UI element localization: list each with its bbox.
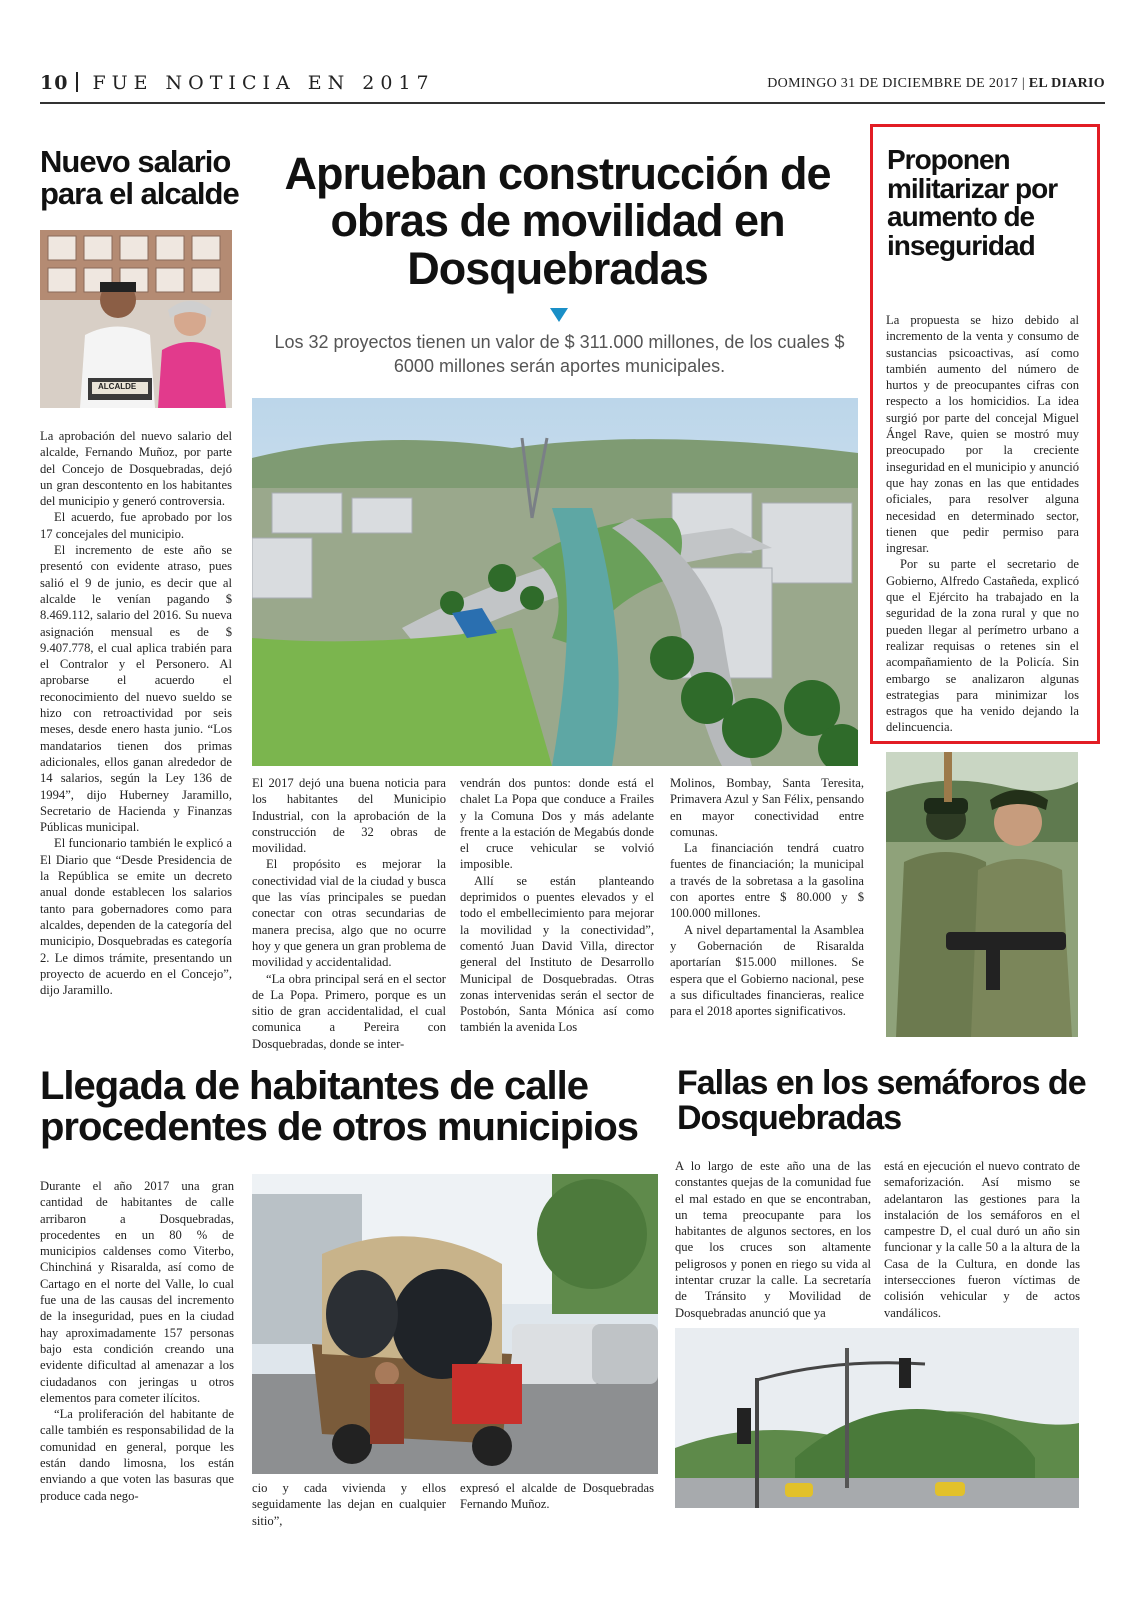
militarizar-paragraph: Por su parte el secretario de Gobierno, Alfredo Castañeda, explicó que el Ejército ha trabajado en la seguridad de la zona rural y que no pueden llegar al perímetro urbano a realizar requisas o retenes sin el acompañamiento de la Policía. Sin embargo se analizaron algunas estrategias para minimizar los estragos que ha venido dejando la delincuencia. bbox=[886, 557, 1079, 735]
movilidad-col-2 bbox=[460, 775, 654, 1036]
alcalde-photo bbox=[40, 230, 232, 408]
movilidad-col-3 bbox=[670, 775, 864, 1019]
street-cart-photo bbox=[252, 1174, 658, 1474]
soldiers-photo bbox=[886, 752, 1078, 1037]
semaforos-paragraph: está en ejecución el nuevo contrato de semaforización. Así mismo se adelantaron las gestiones para la instalación de los semáforos en el campestre D, el cual duró un año sin funcionar y la calle 50 a la altura de la Casa de la Cultura, en donde las intersecciones fueron víctimas de colisión vehicular y de actos vandálicos. bbox=[884, 1159, 1080, 1320]
militarizar-headline: Proponen militarizar por aumento de inseguridad bbox=[887, 144, 1058, 261]
movilidad-headline: Aprueban construcción de obras de movilidad en Dosquebradas bbox=[284, 148, 831, 294]
salario-paragraph: El acuerdo, fue aprobado por los 17 concejales del municipio. bbox=[40, 510, 232, 541]
militarizar-paragraph: La propuesta se hizo debido al incremento de la venta y consumo de sustancias psicoactivas, así como también aumento del número de hurtos y de preocupantes cifras con respecto a los homicidios. La idea surgió por parte del concejal Miguel Ángel Rave, quien se mostró muy preocupado por la creciente inseguridad en el municipio y anunció que hay zonas en las que entidades oficiales, para resolver alguna necesidad en determinado sector, tienen que pedir permiso para ingresar. bbox=[886, 313, 1079, 556]
salario-headline: Nuevo salario para el alcalde bbox=[40, 144, 239, 211]
semaforos-col-2 bbox=[884, 1158, 1080, 1321]
masthead-rule bbox=[40, 102, 1105, 104]
section-name: FUE NOTICIA EN 2017 bbox=[92, 72, 435, 94]
movilidad-paragraph: vendrán dos puntos: donde está el chalet La Popa que conduce a Frailes y la Comuna Dos y más adelante frente a la estación de Megabús donde el cruce vehicular se volvió imposible. bbox=[460, 776, 654, 872]
movilidad-paragraph: El propósito es mejorar la conectividad vial de la ciudad y busca que las vías principales se puedan conectar con otras secundarias de manera precisa, algo que no ocurre hoy y que genera un gran problema de movilidad y accidentalidad. bbox=[252, 857, 446, 970]
page-number: 10 bbox=[40, 72, 69, 94]
deck-triangle-icon bbox=[550, 308, 568, 322]
habitantes-col-1 bbox=[40, 1178, 234, 1504]
movilidad-paragraph: Allí se están planteando deprimidos o puentes elevados y el todo el embellecimiento para mejorar la movilidad y la conectividad”, comentó Juan David Villa, director general del Instituto de Desarrollo Municipal de Dosquebradas. Otras zonas intervenidas serán el sector de Postobón, Santa Mónica así como también la avenida Los bbox=[460, 873, 654, 1035]
masthead-date-line bbox=[767, 76, 1105, 92]
habitantes-paragraph: expresó el alcalde de Dosquebradas Fernando Muñoz. bbox=[460, 1481, 654, 1512]
movilidad-deck: Los 32 proyectos tienen un valor de $ 311.000 millones, de los cuales $ 6000 millones serán aportes municipales. bbox=[274, 332, 845, 376]
masthead-section bbox=[40, 72, 435, 94]
habitantes-paragraph: “La proliferación del habitante de calle también es responsabilidad de la comunidad en general, porque les están dando limosna, los están enviando a que voten las basuras que produce cada nego- bbox=[40, 1407, 234, 1503]
salario-paragraph: La aprobación del nuevo salario del alcalde, Fernando Muñoz, por parte del Concejo de Dosquebradas, dejó un gran descontento en los habitantes del municipio y generó controversia. bbox=[40, 429, 232, 509]
movilidad-paragraph: A nivel departamental la Asamblea y Gobernación de Risaralda aportarían $15.000 millones. Se espera que el Gobierno nacional, pese a sus dificultades financieras, realice para el 2018 aportes significativos. bbox=[670, 922, 864, 1019]
militarizar-body bbox=[886, 312, 1079, 736]
habitantes-headline: Llegada de habitantes de calle procedentes de otros municipios bbox=[40, 1064, 639, 1149]
movilidad-col-1 bbox=[252, 775, 446, 1052]
habitantes-paragraph: Durante el año 2017 una gran cantidad de habitantes de calle arribaron a Dosquebradas, procedentes en un 80 % de municipios caldenses como Viterbo, Chinchiná y Risaralda, así como de Cartago en el norte del Valle, lo cual fue una de las causas del incremento de la inseguridad, pues en la ciudad hay aproximadamente 157 personas bajo esta condición creando una evidente dificultad al amenazar a los ciudadanos con jeringas u otros elementos para cometer ilícitos. bbox=[40, 1179, 234, 1405]
movilidad-rendering bbox=[252, 398, 858, 766]
movilidad-paragraph: El 2017 dejó una buena noticia para los habitantes del Municipio Industrial, con la aprobación de la construcción de 32 obras de movilidad. bbox=[252, 776, 446, 856]
masthead-divider bbox=[76, 72, 78, 92]
issue-date: DOMINGO 31 DE DICIEMBRE DE 2017 | bbox=[767, 76, 1025, 91]
movilidad-paragraph: Molinos, Bombay, Santa Teresita, Primavera Azul y San Félix, pensando en mayor conectividad entre comunas. bbox=[670, 776, 864, 839]
semaforos-col-1 bbox=[675, 1158, 871, 1321]
salario-paragraph: El incremento de este año se presentó con evidente atraso, pues salió el 9 de junio, es decir que al alcalde le venían pagando $ 8.469.112, salario del 2016. Su nueva asignación mensual es de $ 9.407.778, el cual aplica trabién para el Contralor y el Personero. Al aprobarse el acuerdo el reconocimiento del nuevo sueldo se hizo con retroactividad por seis meses, desde enero hasta junio. “Los mandatarios tienen dos primas adicionales, ellos ganan alrededor de 14 salarios, según la Ley 136 de 1994”, dijo Huberney Jaramillo, Secretario de Hacienda y Finanzas Públicas municipal. bbox=[40, 543, 232, 835]
salario-paragraph: El funcionario también le explicó a El Diario que “Desde Presidencia de la República se emite un decreto anual donde establecen los salarios tanto para gobernadores como para alcaldes, dependen de la categoría del municipio, Dosquebradas es categoría 2. Le dimos trámite, presentando un proyecto de acuerdo en el Concejo”, dijo Jaramillo. bbox=[40, 836, 232, 998]
nameplate-label: ALCALDE bbox=[98, 382, 137, 391]
habitantes-paragraph: cio y cada vivienda y ellos seguidamente las dejan en cualquier sitio”, bbox=[252, 1481, 446, 1528]
movilidad-paragraph: “La obra principal será en el sector de La Popa. Primero, porque es un sitio de gran accidentalidad, el cual comunica a Pereira con Dosquebradas, donde se inter- bbox=[252, 971, 446, 1051]
habitantes-col-2 bbox=[252, 1480, 446, 1529]
salario-body bbox=[40, 428, 232, 998]
movilidad-paragraph: La financiación tendrá cuatro fuentes de financiación; la municipal a través de la sobretasa a la gasolina con aportes entre $ 80.000 y $ 100.000 millones. bbox=[670, 841, 864, 921]
semaforos-paragraph: A lo largo de este año una de las constantes quejas de la comunidad fue el mal estado en que se encontraban, un tema preocupante para los habitantes de algunos sectores, en los que los cruces son altamente peligrosos y ponen en riego su vida al intentar cruzar la calle. La secretaría de Tránsito y Movilidad de Dosquebradas anunció que ya bbox=[675, 1159, 871, 1320]
traffic-light-photo bbox=[675, 1328, 1079, 1508]
paper-name: EL DIARIO bbox=[1028, 76, 1105, 91]
semaforos-headline: Fallas en los semáforos de Dosquebradas bbox=[677, 1064, 1086, 1137]
habitantes-col-3 bbox=[460, 1480, 654, 1513]
